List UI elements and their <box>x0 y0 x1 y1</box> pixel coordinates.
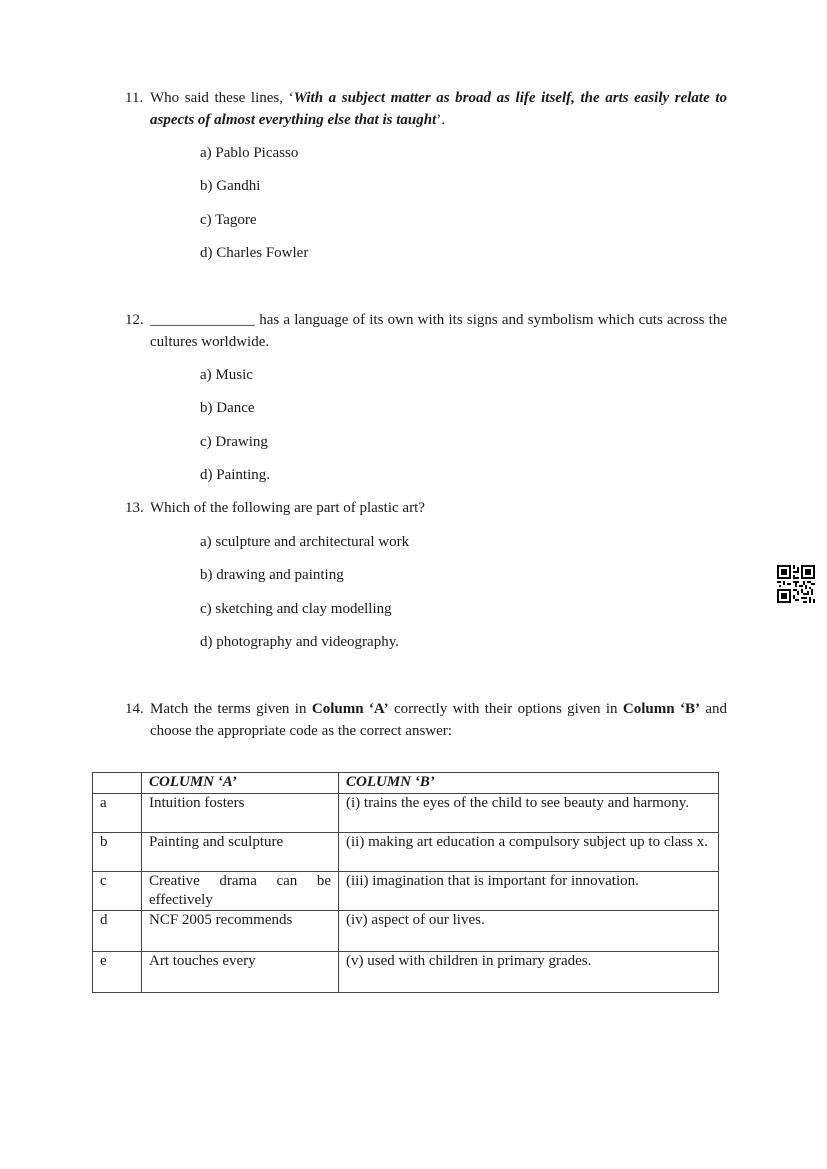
question-12 <box>125 309 727 353</box>
question-text: Match the terms given in Column ‘A’ correctly with their options given in Column ‘B’ and choose the appropriate code as the correct answer: <box>150 701 728 739</box>
question-text: ______________ has a language of its own with its signs and symbolism which cuts across the cultures worldwide. <box>150 312 727 350</box>
column-b-cell: (iii) imagination that is important for innovation. <box>339 872 719 911</box>
option-11-b: b) Gandhi <box>200 178 261 194</box>
option-11-a: a) Pablo Picasso <box>200 145 299 161</box>
column-b-header: COLUMN ‘B’ <box>339 773 719 794</box>
option-12-c: c) Drawing <box>200 434 268 450</box>
option-12-d: d) Painting. <box>200 467 270 483</box>
question-11 <box>125 87 727 131</box>
table-row <box>93 794 719 833</box>
question-number: 12. <box>125 312 144 328</box>
question-text: Who said these lines, ‘With a subject matter as broad as life itself, the arts easily relate to aspects of almost everything else that is taught’. <box>150 90 727 128</box>
table-row <box>93 833 719 872</box>
table-header-row <box>93 773 719 794</box>
column-b-cell: (v) used with children in primary grades. <box>339 952 719 993</box>
row-key: a <box>93 794 142 833</box>
table-row <box>93 952 719 993</box>
question-13 <box>125 497 727 519</box>
column-a-header: COLUMN ‘A’ <box>142 773 339 794</box>
option-12-a: a) Music <box>200 367 253 383</box>
column-a-cell: Painting and sculpture <box>142 833 339 872</box>
match-table <box>92 772 719 993</box>
column-a-cell: Creative drama can be effectively <box>142 872 339 911</box>
question-number: 14. <box>125 701 144 717</box>
question-number: 11. <box>125 90 144 106</box>
table-header-cell <box>93 773 142 794</box>
option-13-d: d) photography and videography. <box>200 634 399 650</box>
table-row <box>93 911 719 952</box>
question-14 <box>125 698 727 742</box>
qr-code-icon <box>777 565 815 603</box>
column-a-cell: Intuition fosters <box>142 794 339 833</box>
column-a-cell: NCF 2005 recommends <box>142 911 339 952</box>
table-row <box>93 872 719 911</box>
option-12-b: b) Dance <box>200 400 255 416</box>
option-13-a: a) sculpture and architectural work <box>200 534 410 550</box>
question-text: Which of the following are part of plastic art? <box>150 500 425 516</box>
option-11-c: c) Tagore <box>200 212 257 228</box>
column-a-cell: Art touches every <box>142 952 339 993</box>
option-13-c: c) sketching and clay modelling <box>200 601 392 617</box>
column-b-cell: (ii) making art education a compulsory subject up to class x. <box>339 833 719 872</box>
option-11-d: d) Charles Fowler <box>200 245 309 261</box>
option-13-b: b) drawing and painting <box>200 567 344 583</box>
column-b-cell: (i) trains the eyes of the child to see beauty and harmony. <box>339 794 719 833</box>
column-b-cell: (iv) aspect of our lives. <box>339 911 719 952</box>
row-key: d <box>93 911 142 952</box>
question-number: 13. <box>125 500 144 516</box>
row-key: e <box>93 952 142 993</box>
row-key: c <box>93 872 142 911</box>
row-key: b <box>93 833 142 872</box>
